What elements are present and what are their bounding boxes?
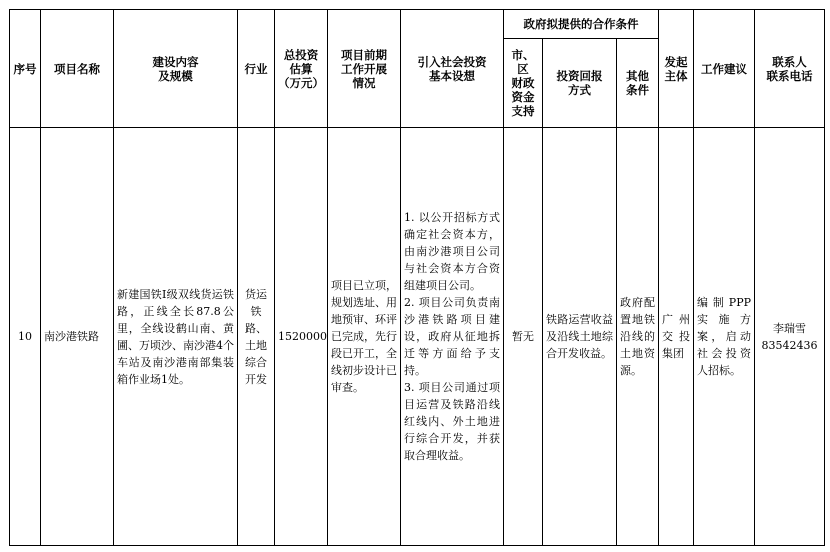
header-content: 建设内容 及规模 — [114, 10, 238, 128]
header-seq: 序号 — [10, 10, 41, 128]
cell-social-investment: 1. 以公开招标方式确定社会资本方，由南沙港项目公司与社会资本方合资组建项目公司。 2. 项目公司负责南沙港铁路项目建设，政府从征地拆迁等方面给予支持。 3. 项目公司通过项目运营及铁路沿线红线内、外土地进行综合开发，并获取合理收益。 — [401, 128, 504, 546]
header-initiator: 发起 主体 — [659, 10, 694, 128]
header-name: 项目名称 — [41, 10, 114, 128]
header-industry: 行业 — [238, 10, 275, 128]
cell-gov-other: 政府配置地铁沿线的土地资源。 — [617, 128, 659, 546]
header-prework: 项目前期 工作开展 情况 — [328, 10, 401, 128]
header-contact: 联系人 联系电话 — [755, 10, 825, 128]
cell-seq: 10 — [10, 128, 41, 546]
cell-advice: 编制PPP实施方案，启动社会投资人招标。 — [694, 128, 755, 546]
cell-content: 新建国铁Ⅰ级双线货运铁路，正线全长87.8公里，全线设鹤山南、黄圃、万顷沙、南沙港4个车站及南沙港南部集装箱作业场1处。 — [114, 128, 238, 546]
cell-gov-return: 铁路运营收益及沿线土地综合开发收益。 — [543, 128, 617, 546]
header-gov-conditions: 政府拟提供的合作条件 — [504, 10, 659, 39]
header-gov-return: 投资回报 方式 — [543, 39, 617, 128]
project-table — [9, 9, 825, 546]
header-social-investment: 引入社会投资 基本设想 — [401, 10, 504, 128]
header-gov-fund: 市、区 财政 资金 支持 — [504, 39, 543, 128]
cell-prework: 项目已立项，规划选址、用地预审、环评已完成，先行段已开工，全线初步设计已审查。 — [328, 128, 401, 546]
cell-initiator: 广州交投集团 — [659, 128, 694, 546]
cell-name: 南沙港铁路 — [41, 128, 114, 546]
cell-industry: 货运 铁路、 土地 综合 开发 — [238, 128, 275, 546]
contact-name: 李瑞雪 — [773, 321, 807, 335]
header-advice: 工作建议 — [694, 10, 755, 128]
cell-contact — [755, 128, 825, 546]
header-gov-other: 其他 条件 — [617, 39, 659, 128]
cell-gov-fund: 暂无 — [504, 128, 543, 546]
cell-investment: 1520000 — [275, 128, 328, 546]
contact-phone: 83542436 — [761, 338, 818, 352]
table-row — [10, 128, 825, 546]
header-investment: 总投资 估算 （万元） — [275, 10, 328, 128]
